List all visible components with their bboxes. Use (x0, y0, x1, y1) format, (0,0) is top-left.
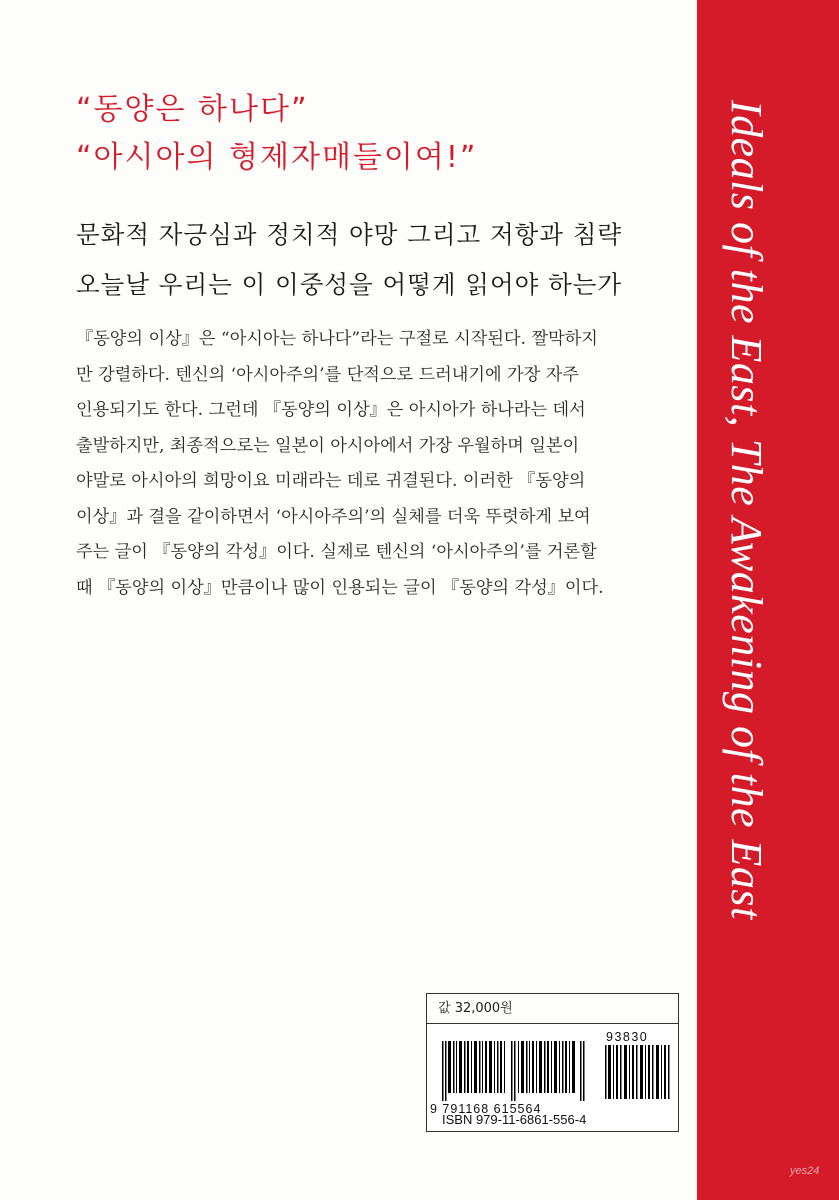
description-line: 인용되기도 한다. 그런데 『동양의 이상』은 아시아가 하나라는 데서 (76, 400, 586, 420)
barcode-addon-code: 93830 (606, 1030, 649, 1044)
description-line: 출발하지만, 최종적으로는 일본이 아시아에서 가장 우월하며 일본이 (76, 435, 580, 456)
headline-quote: “아시아의 형제자매들이여!” (76, 140, 478, 175)
description-paragraph (76, 322, 676, 606)
watermark-logo: yes24 (790, 1165, 820, 1177)
description-line: 주는 글이 『동양의 각성』이다. 실제로 텐신의 ‘아시아주의’를 거론할 (76, 542, 597, 562)
subtitle-line: 오늘날 우리는 이 이중성을 어떻게 읽어야 하는가 (76, 270, 623, 299)
description-line: 야말로 아시아의 희망이요 미래라는 데로 귀결된다. 이러한 『동양의 (76, 471, 586, 491)
barcode-main-bars (440, 1041, 590, 1101)
description-line: 만 강렬하다. 텐신의 ‘아시아주의’를 단적으로 드러내기에 가장 자주 (76, 364, 579, 385)
subtitle-line: 문화적 자긍심과 정치적 야망 그리고 저항과 침략 (76, 220, 623, 249)
description-line: 『동양의 이상』은 “아시아는 하나다”라는 구절로 시작된다. 짤막하지 (76, 329, 598, 349)
description-line: 때 『동양의 이상』만큼이나 많이 인용되는 글이 『동양의 각성』이다. (76, 577, 604, 598)
spine-title: Ideals of the East, The Awakening of the East (722, 100, 771, 920)
barcode-addon-bars (603, 1045, 671, 1099)
subtitle-block (76, 210, 622, 310)
headline-quotes (76, 86, 477, 182)
description-line: 이상』과 결을 같이하면서 ‘아시아주의’의 실체를 더욱 뚜렷하게 보여 (76, 506, 591, 527)
price-label: 값 32,000원 (426, 993, 679, 1024)
barcode-digits: 9 791168 615564 (430, 1102, 542, 1116)
isbn-number: ISBN 979-11-6861-556-4 (442, 1112, 587, 1127)
headline-quote: “동양은 하나다” (76, 92, 309, 127)
